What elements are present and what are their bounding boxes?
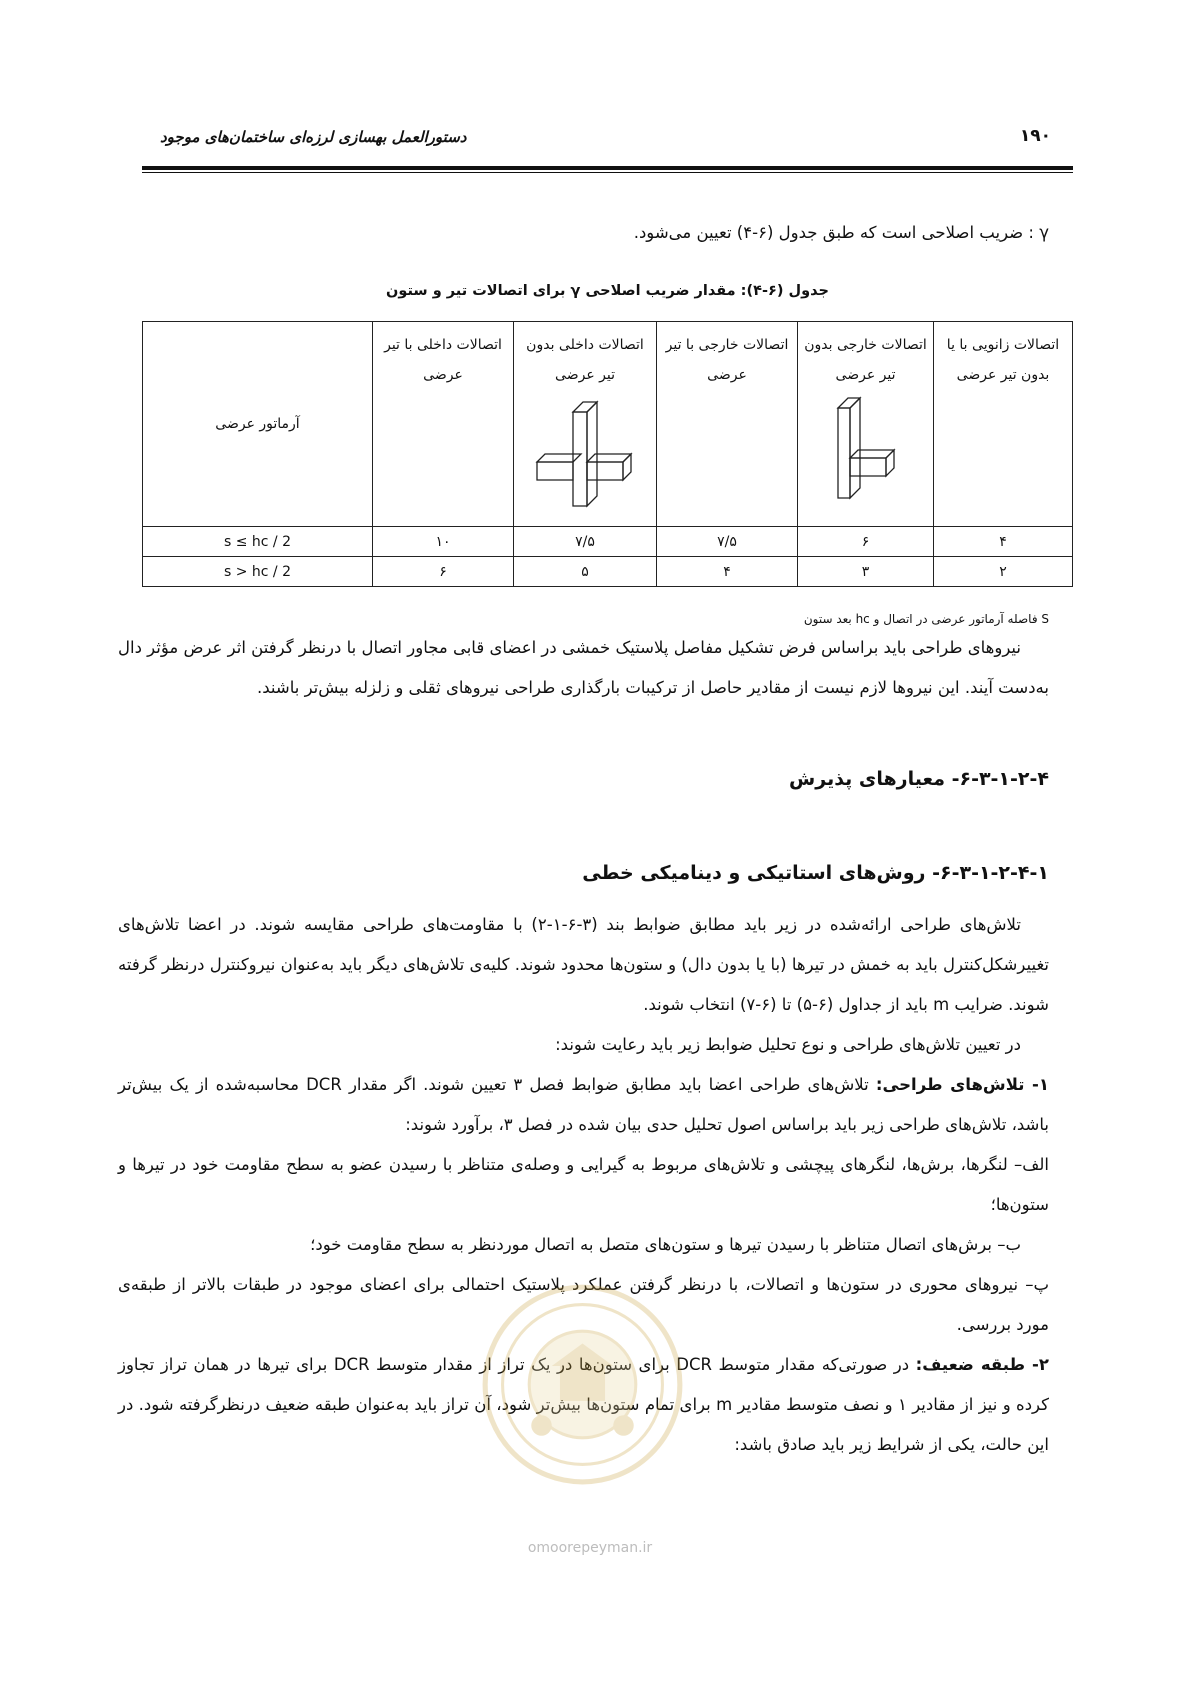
table-note: S فاصله آرماتور عرضی در اتصال و hc بعد ستون [803, 612, 1049, 626]
table-cell: ۱۰ [373, 527, 514, 557]
table-cell: ۵ [514, 557, 657, 587]
col-exterior-with-transverse: اتصالات خارجی با تیر عرضی [657, 322, 798, 527]
header-rule-thin [142, 172, 1073, 173]
interior-joint-icon [525, 394, 645, 514]
table-cell: ۷/۵ [657, 527, 798, 557]
page-number: ۱۹۰ [1019, 126, 1051, 146]
row-header-transverse-rebar: آرماتور عرضی [143, 322, 373, 527]
item-1-text: تلاش‌های طراحی اعضا باید مطابق ضوابط فصل ۳ تعیین شوند. اگر مقدار DCR محاسبه‌شده از یک بیش‌تر باشد، تلاش‌های طراحی زیر باید براساس اصول تحلیل حدی بیان شده در فصل ۳، برآورد شوند: [118, 1075, 1049, 1134]
row-label: s ≤ hᴄ / 2 [143, 527, 373, 557]
col-knee-joint: اتصالات زانویی با یا بدون تیر عرضی [934, 322, 1073, 527]
watermark-seal-icon [480, 1282, 685, 1487]
watermark-site: omoorepeyman.ir [527, 1540, 653, 1556]
heading-linear-methods: ۶-۳-۱-۲-۴-۱- روش‌های استاتیکی و دینامیکی خطی [582, 862, 1049, 884]
table-row [143, 527, 1073, 557]
table-cell: ۷/۵ [514, 527, 657, 557]
heading-acceptance-criteria: ۶-۳-۱-۲-۴- معیارهای پذیرش [789, 768, 1049, 790]
table-cell: ۳ [798, 557, 934, 587]
item-2-text: در صورتی‌که مقدار متوسط DCR برای ستون‌ها در یک تراز از مقدار متوسط DCR برای تیرها در همان تراز تجاوز کرده و نیز از مقادیر ۱ و نصف متوسط مقادیر m برای تمام ستون‌ها بیش‌تر شود، آن تراز باید به‌عنوان طبقه ضعیف درنظرگرفته شود. در این حالت، یکی از شرایط زیر باید صادق باشد: [118, 1355, 1049, 1454]
paragraph-item-1 [118, 1065, 1049, 1145]
table-header-row [143, 322, 1073, 527]
paragraph-intro-rules: در تعیین تلاش‌های طراحی و نوع تحلیل ضوابط زیر باید رعایت شوند: [555, 1035, 1021, 1054]
gamma-definition: γ : ضریب اصلاحی است که طبق جدول (۶-۴) تعیین می‌شود. [633, 223, 1049, 242]
table-cell: ۴ [657, 557, 798, 587]
paragraph-forces: نیروهای طراحی باید براساس فرض تشکیل مفاصل پلاستیک خمشی در اعضای قابی مجاور اتصال با درنظر گرفتن اثر عرض مؤثر دال به‌دست آیند. این نیروها لازم نیست از مقادیر حاصل از ترکیبات بارگذاری طراحی نیروهای ثقلی و زلزله بیش‌تر باشند. [118, 638, 1049, 697]
item-2-title: ۲- طبقه ضعیف: [915, 1355, 1049, 1374]
table-caption: جدول (۶-۴): مقدار ضریب اصلاحی γ برای اتصالات تیر و ستون [386, 283, 829, 299]
table-cell: ۴ [934, 527, 1073, 557]
exterior-joint-icon [826, 394, 906, 504]
col-interior-no-transverse: اتصالات داخلی بدون تیر عرضی [514, 322, 657, 527]
gamma-table [142, 321, 1073, 587]
paragraph-item-pe: پ– نیروهای محوری در ستون‌ها و اتصالات، با درنظر گرفتن عملکرد پلاستیک احتمالی برای اعضای موجود در طبقات بالاتر از طبقه‌ی مورد بررسی. [118, 1275, 1049, 1334]
paragraph-design-actions: تلاش‌های طراحی ارائه‌شده در زیر باید مطابق ضوابط بند (۳-۶-۱-۲) با مقاومت‌های طراحی مقایسه شوند. در اعضا تلاش‌های تغییرشکل‌کنترل باید به خمش در تیرها (با یا بدون دال) و ستون‌ها محدود شوند. کلیه‌ی تلاش‌های دیگر باید به‌عنوان نیروکنترل درنظر گرفته شوند. ضرایب m باید از جداول (۶-۵) تا (۶-۷) انتخاب شوند. [118, 915, 1049, 1014]
table-cell: ۶ [798, 527, 934, 557]
table-row [143, 557, 1073, 587]
table-cell: ۲ [934, 557, 1073, 587]
table-cell: ۶ [373, 557, 514, 587]
row-label: s > hᴄ / 2 [143, 557, 373, 587]
header-rule-thick [142, 166, 1073, 170]
paragraph-item-alef: الف– لنگرها، برش‌ها، لنگرهای پیچشی و تلاش‌های مربوط به گیرایی و وصله‌ی متناظر با رسیدن عضو به سطح مقاومت خود در تیرها و ستون‌ها؛ [118, 1155, 1049, 1214]
col-interior-with-transverse: اتصالات داخلی با تیر عرضی [373, 322, 514, 527]
paragraph-item-be: ب– برش‌های اتصال متناظر با رسیدن تیرها و ستون‌های متصل به اتصال موردنظر به سطح مقاومت خود؛ [310, 1235, 1021, 1254]
col-exterior-no-transverse: اتصالات خارجی بدون تیر عرضی [798, 322, 934, 527]
item-1-title: ۱- تلاش‌های طراحی: [875, 1075, 1049, 1094]
running-header-title: دستورالعمل بهسازی لرزه‌ای ساختمان‌های موجود [160, 128, 467, 146]
